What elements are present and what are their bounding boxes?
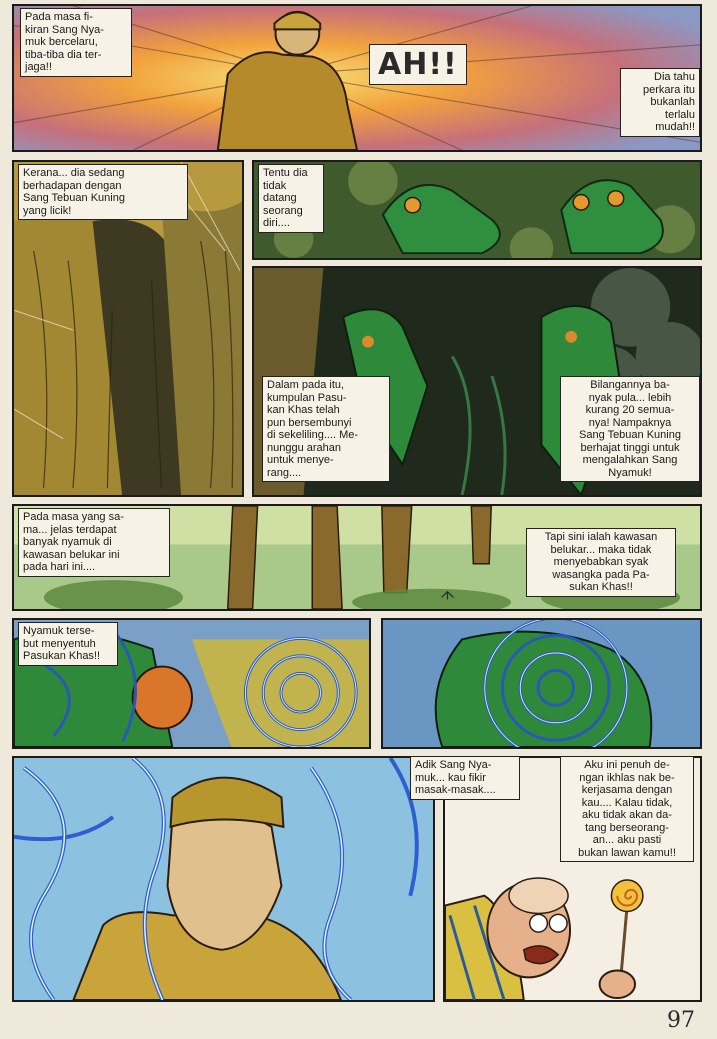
panel-8-caption-right: Aku ini penuh de- ngan ikhlas nak be- kerjasama dengan kau.... Kalau tidak, aku tidak akan da- tang berseorang- an... aku pasti bukan lawan kamu!!	[560, 756, 694, 862]
panel-1	[12, 4, 702, 152]
panel-2-caption: Kerana... dia sedang berhadapan dengan Sang Tebuan Kuning yang licik!	[18, 164, 188, 220]
panel-6-caption: Nyamuk terse- but menyentuh Pasukan Khas!!	[18, 622, 118, 666]
panel-4	[252, 266, 702, 497]
panel-5-caption-right: Tapi sini ialah kawasan belukar... maka tidak menyebabkan syak wasangka pada Pa- sukan Khas!!	[526, 528, 676, 597]
panel-1-caption-left: Pada masa fi- kiran Sang Nya- muk bercelaru, tiba-tiba dia ter- jaga!!	[20, 8, 132, 77]
panel-8-art	[14, 758, 433, 1000]
panel-3	[252, 160, 702, 260]
panel-8	[12, 756, 435, 1002]
panel-4-caption-left: Dalam pada itu, kumpulan Pasu- kan Khas telah pun bersembunyi di sekeliling.... Me- nunggu arahan untuk menye- rang....	[262, 376, 390, 482]
panel-7	[381, 618, 702, 749]
panel-1-sfx: AH!!	[369, 44, 467, 85]
page-number: 97	[667, 1008, 695, 1033]
panel-5-caption-left: Pada masa yang sa- ma... jelas terdapat banyak nyamuk di kawasan belukar ini pada hari ini....	[18, 508, 170, 577]
panel-7-art	[383, 620, 700, 747]
panel-6	[12, 618, 371, 749]
panel-2	[12, 160, 244, 497]
panel-3-caption: Tentu dia tidak datang seorang diri....	[258, 164, 324, 233]
panel-4-caption-right: Bilangannya ba- nyak pula... lebih kurang 20 semua- nya! Nampaknya Sang Tebuan Kuning berhajat tinggi untuk mengalahkan Sang Nyamuk!	[560, 376, 700, 482]
panel-1-caption-right: Dia tahu perkara itu bukanlah terlalu mudah!!	[620, 68, 700, 137]
panel-8-caption-left: Adik Sang Nya- muk... kau fikir masak-masak....	[410, 756, 520, 800]
panel-5	[12, 504, 702, 611]
